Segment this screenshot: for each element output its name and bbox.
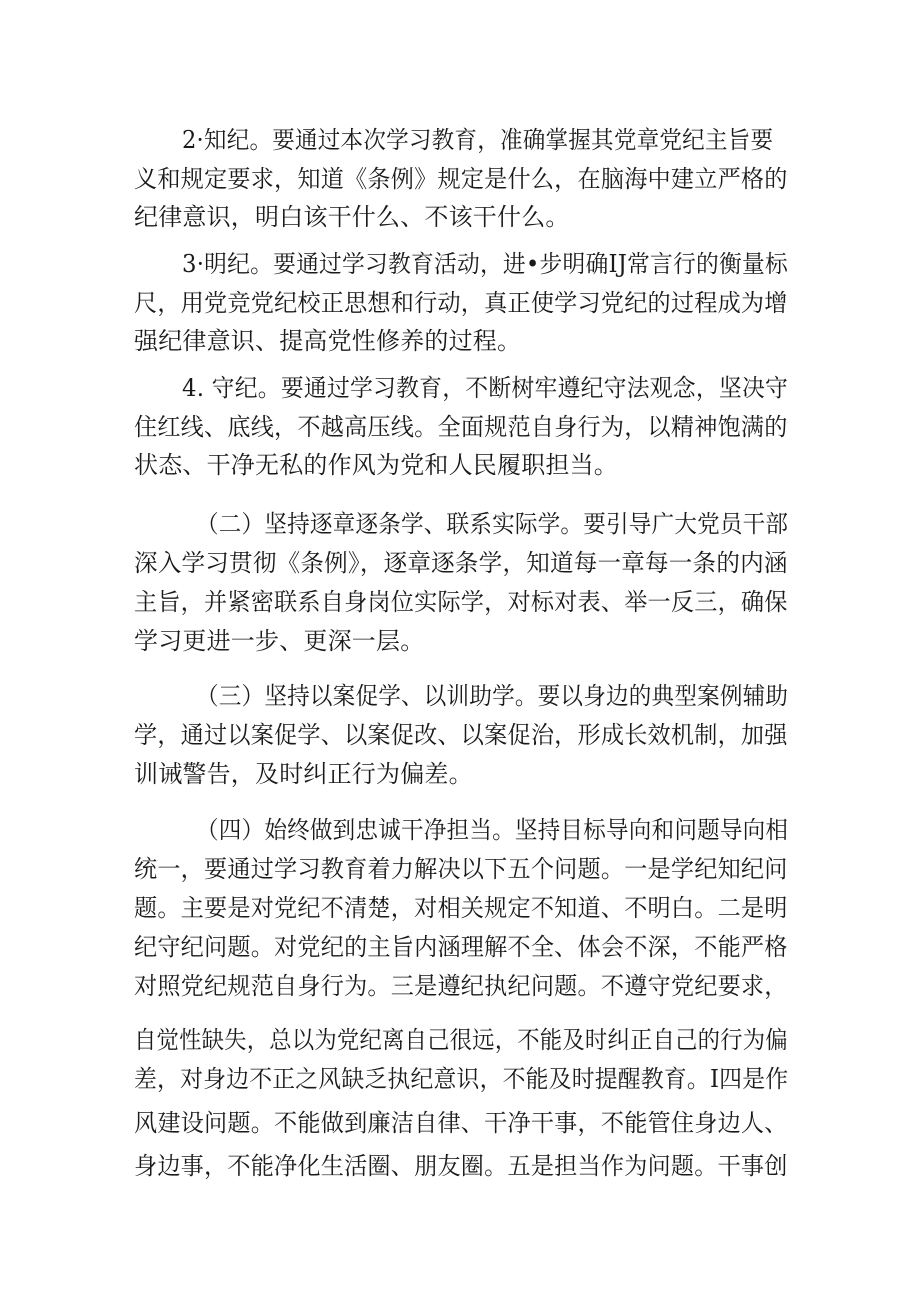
text-line: 学，通过以案促学、以案促改、以案促治，形成长效机制，加强 xyxy=(134,721,788,749)
text-line: 纪守纪问题。对党纪的主旨内涵理解不全、体会不深，不能严格 xyxy=(134,933,788,961)
text-line: 纪律意识，明白该干什么、不该干什么。 xyxy=(134,203,570,231)
text-line: 统一，要通过学习教育着力解决以下五个问题。一是学纪知纪问 xyxy=(134,855,788,883)
text-line: 题。主要是对党纪不清楚，对相关规定不知道、不明白。二是明 xyxy=(134,894,788,922)
text-line: 差，对身边不正之风缺乏执纪意识，不能及时提醒教育。I四是作 xyxy=(134,1065,789,1093)
text-line: 尺，用党竞党纪校正思想和行动，真正使学习党纪的过程成为增 xyxy=(134,289,788,317)
text-line: 主旨，并紧密联系自身岗位实际学，对标对表、举一反三，确保 xyxy=(134,588,788,616)
text-line: 身边事，不能净化生活圈、朋友圈。五是担当作为问题。干事创 xyxy=(134,1152,788,1180)
text-line: 风建设问题。不能做到廉洁自律、干净干事，不能管住身边人、 xyxy=(134,1109,788,1137)
text-line: 状态、干净无私的作风为党和人民履职担当。 xyxy=(134,451,618,479)
text-line: 义和规定要求，知道《条例》规定是什么，在脑海中建立严格的 xyxy=(134,165,788,193)
text-line: （三）坚持以案促学、以训助学。要以身边的典型案例辅助 xyxy=(196,682,789,710)
text-line: 4. 守纪。要通过学习教育，不断树牢遵纪守法观念，坚决守 xyxy=(182,374,789,402)
text-line: 2·知纪。要通过本次学习教育，准确掌握其党章党纪主旨要 xyxy=(182,126,774,154)
text-line: 自觉性缺失，总以为党纪离自己很远，不能及时纠正自己的行为偏 xyxy=(134,1026,788,1054)
text-line: 强纪律意识、提高党性修养的过程。 xyxy=(134,327,522,355)
text-line: 对照党纪规范自身行为。三是遵纪执纪问题。不遵守党纪要求， xyxy=(134,972,788,1000)
text-line: 住红线、底线，不越高压线。全面规范自身行为，以精神饱满的 xyxy=(134,413,788,441)
text-line: 深入学习贯彻《条例》，逐章逐条学，知道每一章每一条的内涵 xyxy=(134,549,788,577)
text-line: （二）坚持逐章逐条学、联系实际学。要引导广大党员干部 xyxy=(196,510,789,538)
text-line: 学习更进一步、更深一层。 xyxy=(134,627,425,655)
text-line: 3·明纪。要通过学习教育活动，进•步明确IJ常言行的衡量标 xyxy=(182,250,788,278)
text-line: （四）始终做到忠诚干净担当。坚持目标导向和问题导向相 xyxy=(196,816,789,844)
text-line: 训诫警告，及时纠正行为偏差。 xyxy=(134,760,473,788)
